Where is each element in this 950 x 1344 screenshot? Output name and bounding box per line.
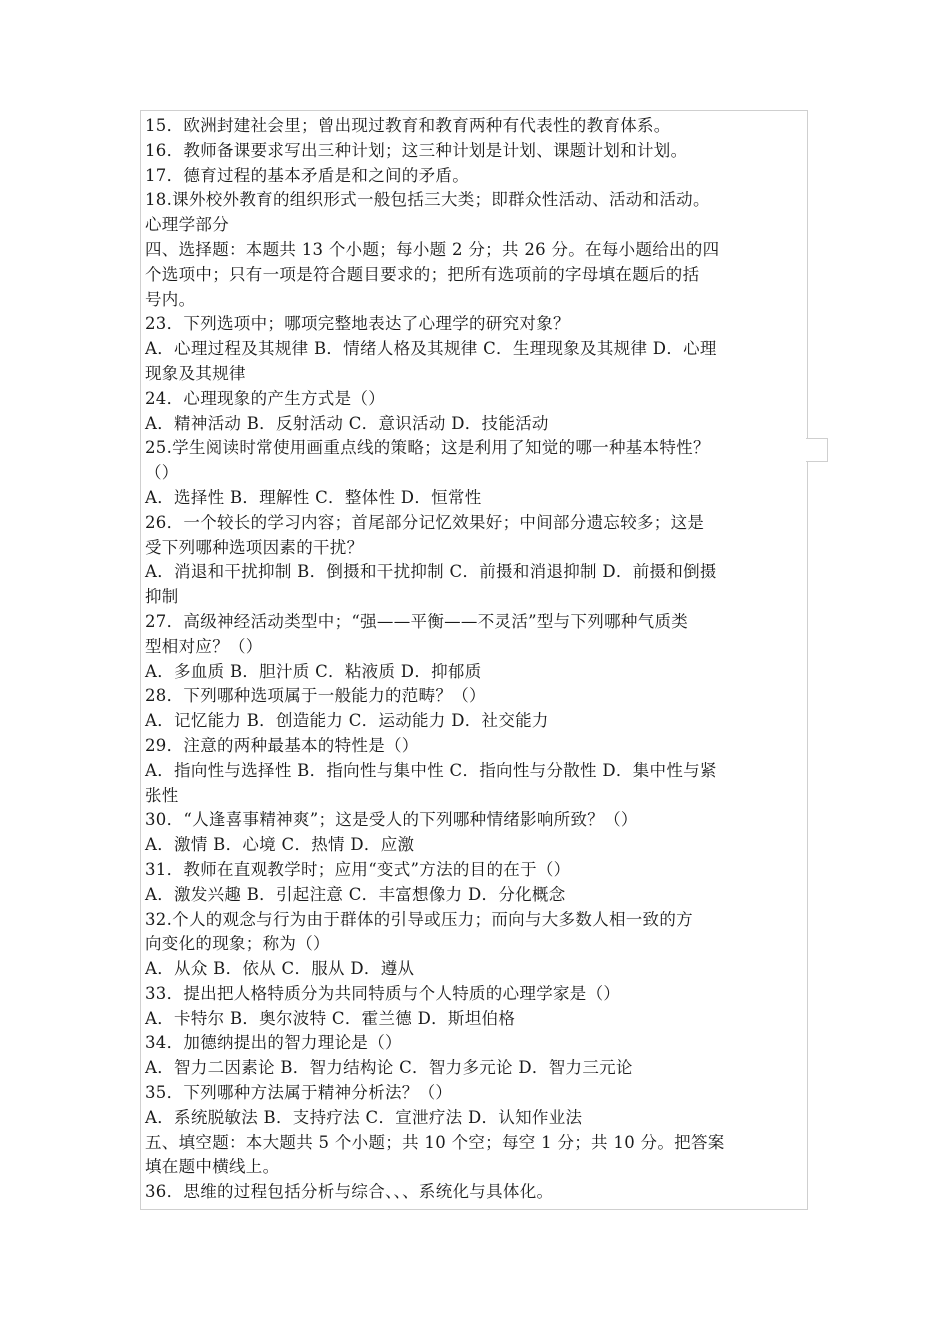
text-line: 31．教师在直观教学时；应用“变式”方法的目的在于（） — [145, 859, 571, 879]
page-edge-tab — [806, 438, 828, 462]
text-line: A．系统脱敏法 B．支持疗法 C．宣泄疗法 D．认知作业法 — [145, 1107, 583, 1127]
text-line: 36．思维的过程包括分析与综合、、、系统化与具体化。 — [145, 1182, 554, 1202]
text-line: 受下列哪种选项因素的干扰？ — [145, 537, 364, 557]
text-line: 23．下列选项中；哪项完整地表达了心理学的研究对象？ — [145, 314, 570, 334]
text-line: （） — [145, 463, 179, 483]
text-line: A．卡特尔 B．奥尔波特 C．霍兰德 D．斯坦伯格 — [145, 1008, 516, 1028]
text-line: A．记忆能力 B．创造能力 C．运动能力 D．社交能力 — [145, 711, 549, 731]
text-line: 26．一个较长的学习内容；首尾部分记忆效果好；中间部分遗忘较多；这是 — [145, 512, 705, 532]
text-line: 35．下列哪种方法属于精神分析法？（） — [145, 1083, 453, 1103]
text-line: A．激发兴趣 B．引起注意 C．丰富想像力 D．分化概念 — [145, 884, 566, 904]
text-line: 17．德育过程的基本矛盾是和之间的矛盾。 — [145, 165, 469, 185]
text-line: 个选项中；只有一项是符合题目要求的；把所有选项前的字母填在题后的括 — [145, 264, 700, 284]
text-line: 33．提出把人格特质分为共同特质与个人特质的心理学家是（） — [145, 983, 621, 1003]
text-line: 五、填空题：本大题共 5 个小题；共 10 个空；每空 1 分；共 10 分。把答案 — [145, 1132, 725, 1152]
text-line: A．指向性与选择性 B．指向性与集中性 C．指向性与分散性 D．集中性与紧 — [145, 760, 717, 780]
text-line: 张性 — [145, 785, 179, 805]
text-line: 16．教师备课要求写出三种计划；这三种计划是计划、课题计划和计划。 — [145, 140, 688, 160]
text-line: A．多血质 B．胆汁质 C．粘液质 D．抑郁质 — [145, 661, 482, 681]
text-line: 30．“人逢喜事精神爽”；这是受人的下列哪种情绪影响所致？（） — [145, 810, 638, 830]
text-line: 四、选择题：本题共 13 个小题；每小题 2 分；共 26 分。在每小题给出的四 — [145, 239, 720, 259]
text-line: A．心理过程及其规律 B．情绪人格及其规律 C．生理现象及其规律 D．心理 — [145, 339, 717, 359]
text-line: 型相对应？（） — [145, 636, 263, 656]
text-line: 号内。 — [145, 289, 196, 309]
text-line: 29．注意的两种最基本的特性是（） — [145, 735, 419, 755]
text-line: 向变化的现象；称为（） — [145, 934, 330, 954]
text-line: 18.课外校外教育的组织形式一般包括三大类；即群众性活动、活动和活动。 — [145, 190, 710, 210]
text-line: A．从众 B．依从 C．服从 D．遵从 — [145, 959, 415, 979]
text-line: 心理学部分 — [145, 215, 229, 235]
text-line: 24．心理现象的产生方式是（） — [145, 388, 385, 408]
text-line: 32.个人的观念与行为由于群体的引导或压力；而向与大多数人相一致的方 — [145, 909, 693, 929]
document-body — [145, 114, 809, 1205]
text-line: A．选择性 B．理解性 C．整体性 D．恒常性 — [145, 487, 482, 507]
text-line: 34．加德纳提出的智力理论是（） — [145, 1033, 402, 1053]
text-line: 15．欧洲封建社会里；曾出现过教育和教育两种有代表性的教育体系。 — [145, 116, 671, 135]
text-line: A．激情 B．心境 C．热情 D．应激 — [145, 835, 415, 855]
text-line: 28．下列哪种选项属于一般能力的范畴？（） — [145, 686, 486, 706]
text-line: A．消退和干扰抑制 B．倒摄和干扰抑制 C．前摄和消退抑制 D．前摄和倒摄 — [145, 562, 717, 582]
text-line: 25.学生阅读时常使用画重点线的策略；这是利用了知觉的哪一种基本特性？ — [145, 438, 710, 458]
text-line: 27．高级神经活动类型中；“强——平衡——不灵活”型与下列哪种气质类 — [145, 611, 689, 631]
text-line: A．精神活动 B．反射活动 C．意识活动 D．技能活动 — [145, 413, 549, 433]
text-line: 填在题中横线上。 — [145, 1157, 280, 1177]
text-line: A．智力二因素论 B．智力结构论 C．智力多元论 D．智力三元论 — [145, 1058, 633, 1078]
text-line: 抑制 — [145, 587, 179, 607]
text-line: 现象及其规律 — [145, 363, 246, 383]
